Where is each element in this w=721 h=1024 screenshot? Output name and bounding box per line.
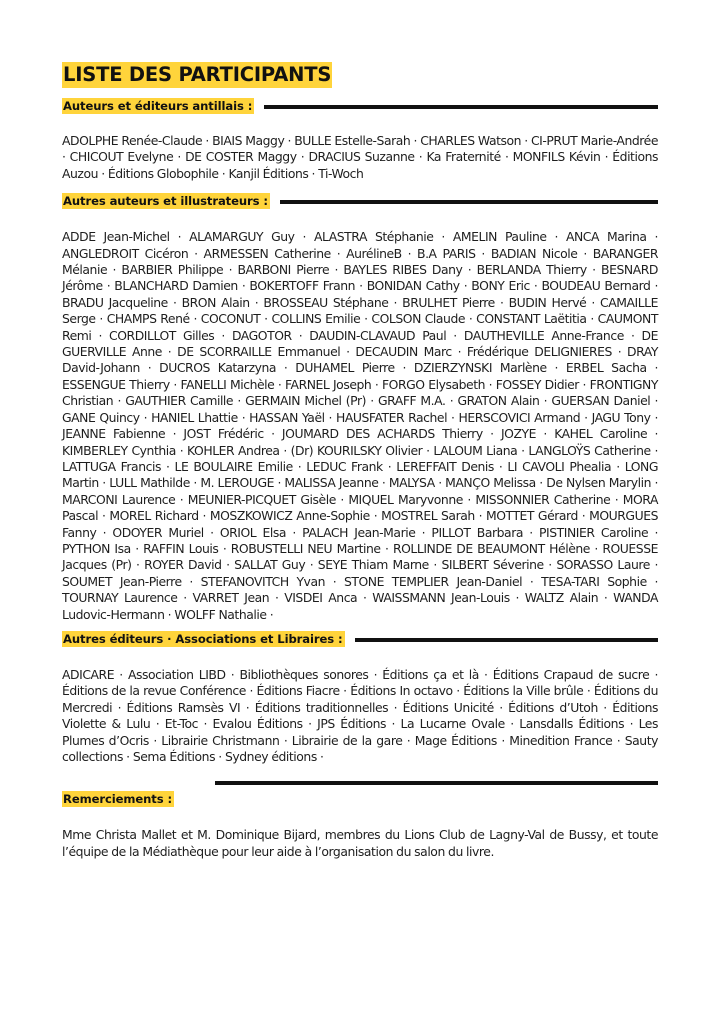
thanks-text: Mme Christa Mallet et M. Dominique Bijard, membres du Lions Club de Lagny-Val de Bussy, et toute l’équipe de la Médiathèque pour leur aide à l’organisation du salon du livre.: [62, 827, 658, 859]
section-header-antillean-authors: [62, 98, 658, 114]
section-divider: [264, 105, 658, 109]
section-label-antillean-authors: Auteurs et éditeurs antillais :: [63, 99, 253, 113]
other-authors-list: ADDE Jean-Michel · ALAMARGUY Guy · ALASTRA Stéphanie · AMELIN Pauline · ANCA Marina · ANGLEDROIT Cicéron · ARMESSEN Catherine · AurélineB · B.A PARIS · BADIAN Nicole · BARANGER Mélanie · BARBIER Philippe · BARBONI Pierre · BAYLES RIBES Dany · BERLANDA Thierry · BESNARD Jérôme · BLANCHARD Damien · BOKERTOFF Frann · BONIDAN Cathy · BONY Eric · BOUDEAU Bernard · BRADU Jacqueline · BRON Alain · BROSSEAU Stéphane · BRULHET Pierre · BUDIN Hervé · CAMAILLE Serge · CHAMPS René · COCONUT · COLLINS Emilie · COLSON Claude · CONSTANT Laëtitia · CAUMONT Remi · CORDILLOT Gilles · DAGOTOR · DAUDIN-CLAVAUD Paul · DAUTHEVILLE Anne-France · DE GUERVILLE Anne · DE SCORRAILLE Emmanuel · DECAUDIN Marc · Frédérique DELIGNIERES · DRAY David-Johann · DUCROS Katarzyna · DUHAMEL Pierre · DZIERZYNSKI Marlène · ERBEL Sacha · ESSENGUE Thierry · FANELLI Michèle · FARNEL Joseph · FORGO Elysabeth · FOSSEY Didier · FRONTIGNY Christian · GAUTHIER Camille · GERMAIN Michel (Pr) · GRAFF M.A. · GRATON Alain · GUERSAN Daniel · GANE Quincy · HANIEL Lhattie · HASSAN Yaël · HAUSFATER Rachel · HERSCOVICI Armand · JAGU Tony · JEANNE Fabienne · JOST Frédéric · JOUMARD DES ACHARDS Thierry · JOZYE · KAHEL Caroline · KIMBERLEY Cynthia · KOHLER Andrea · (Dr) KOURILSKY Olivier · LALOUM Liana · LANGLOŸS Catherine · LATTUGA Francis · LE BOULAIRE Emilie · LEDUC Frank · LEREFFAIT Denis · LI CAVOLI Phealia · LONG Martin · LULL Mathilde · M. LEROUGE · MALISSA Jeanne · MALYSA · MANÇO Melissa · De Nylsen Marylin · MARCONI Laurence · MEUNIER-PICQUET Gisèle · MIQUEL Maryvonne · MISSONNIER Catherine · MORA Pascal · MOREL Richard · MOSZKOWICZ Anne-Sophie · MOSTREL Sarah · MOTTET Gérard · MOURGUES Fanny · ODOYER Muriel · ORIOL Elsa · PALACH Jean-Marie · PILLOT Barbara · PISTINIER Caroline · PYTHON Isa · RAFFIN Louis · ROBUSTELLI NEU Martine · ROLLINDE DE BEAUMONT Hélène · ROUESSE Jacques (Pr) · ROYER David · SALLAT Guy · SEYE Thiam Marne · SILBERT Séverine · SORASSO Laure · SOUMET Jean-Pierre · STEFANOVITCH Yvan · STONE TEMPLIER Jean-Daniel · TESA-TARI Sophie · TOURNAY Laurence · VARRET Jean · VISDEI Anca · WAISSMANN Jean-Louis · WALTZ Alain · WANDA Ludovic-Hermann · WOLFF Nathalie ·: [62, 229, 658, 622]
section-header-publishers: [62, 631, 658, 647]
participants-page: [62, 62, 658, 860]
section-divider: [280, 200, 658, 204]
publishers-list: ADICARE · Association LIBD · Bibliothèques sonores · Éditions ça et là · Éditions Crapaud de sucre · Éditions de la revue Conférence · Éditions Fiacre · Éditions In octavo · Éditions la Ville brûle · Éditions du Mercredi · Éditions Ramsès VI · Éditions traditionnelles · Éditions Unicité · Éditions d’Utoh · Éditions Violette & Lulu · Et-Toc · Evalou Éditions · JPS Éditions · La Lucarne Ovale · Lansdalls Éditions · Les Plumes d’Ocris · Librairie Christmann · Librairie de la gare · Mage Éditions · Minedition France · Sauty collections · Sema Éditions · Sydney éditions ·: [62, 666, 658, 764]
section-divider: [355, 638, 658, 642]
page-title: LISTE DES PARTICIPANTS: [63, 63, 332, 86]
section-header-other-authors: [62, 193, 658, 209]
section-header-thanks: [62, 791, 658, 807]
section-label-publishers: Autres éditeurs · Associations et Libraires :: [63, 631, 343, 646]
thanks-divider: [215, 781, 658, 785]
section-label-other-authors: Autres auteurs et illustrateurs :: [63, 194, 268, 209]
section-label-thanks: Remerciements :: [63, 792, 172, 807]
antillean-authors-list: ADOLPHE Renée-Claude · BIAIS Maggy · BULLE Estelle-Sarah · CHARLES Watson · CI-PRUT Marie-Andrée · CHICOUT Evelyne · DE COSTER Maggy · DRACIUS Suzanne · Ka Fraternité · MONFILS Kévin · Éditions Auzou · Éditions Globophile · Kanjil Éditions · Ti-Woch: [62, 133, 658, 181]
